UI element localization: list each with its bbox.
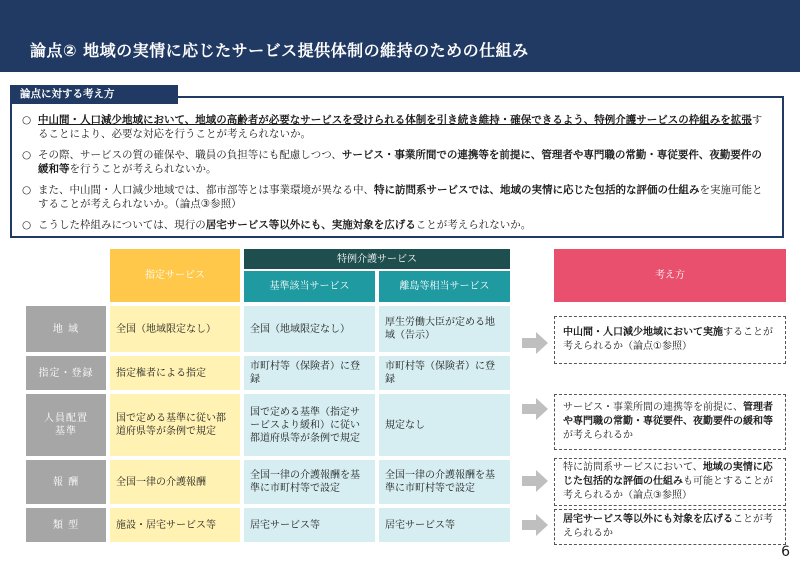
page-header — [0, 0, 800, 72]
cell-standard: 居宅サービス等 — [244, 508, 375, 542]
cell-designated: 施設・居宅サービス等 — [110, 508, 240, 542]
cell-remote: 全国一律の介護報酬を基準に市町村等で設定 — [379, 460, 510, 504]
idea-box: サービス・事業所間の連携等を前提に、管理者や専門職の常勤・専従要件、夜勤要件の緩和等が考えられるか — [554, 394, 786, 450]
row-header-type: 類 型 — [26, 508, 106, 542]
section-tag: 論点に対する考え方 — [10, 85, 178, 104]
cell-remote: 居宅サービス等 — [379, 508, 510, 542]
thought-item: ○ また、中山間・人口減少地域では、都市部等とは事業環境が異なる中、特に訪問系サービスでは、地域の実情に応じた包括的な評価の仕組みを実施可能とすることが考えられないか。（論点③参照） — [22, 184, 763, 210]
idea-box: 中山間・人口減少地域において実施することが考えられるか（論点①参照） — [554, 316, 786, 364]
cell-standard: 市町村等（保険者）に登録 — [244, 356, 375, 390]
thought-item: ○ こうした枠組みについては、現行の居宅サービス等以外にも、実施対象を広げることが考えられないか。 — [22, 219, 532, 231]
cell-remote: 市町村等（保険者）に登録 — [379, 356, 510, 390]
cell-remote: 厚生労働大臣が定める地域（告示） — [379, 306, 510, 352]
col-header-remote: 離島等相当サービス — [379, 271, 510, 302]
arrow-right-icon — [522, 398, 548, 420]
cell-remote: 規定なし — [379, 394, 510, 456]
arrow-right-icon — [522, 514, 548, 536]
row-header-staffing: 人員配置 基準 — [26, 394, 106, 456]
idea-box: 居宅サービス等以外にも対象を広げることが考えられるか — [554, 509, 786, 545]
cell-designated: 全国（地域限定なし） — [110, 306, 240, 352]
row-header-region: 地 域 — [26, 306, 106, 352]
col-header-idea: 考え方 — [554, 249, 786, 302]
cell-standard: 全国一律の介護報酬を基準に市町村等で設定 — [244, 460, 375, 504]
arrow-right-icon — [522, 332, 548, 354]
thought-item: ○ その際、サービスの質の確保や、職員の負担等にも配慮しつつ、サービス・事業所間での連携等を前提に、管理者や専門職の常勤・専従要件、夜勤要件の緩和等を行うことが考えられないか。 — [22, 149, 762, 175]
row-header-fee: 報 酬 — [26, 460, 106, 504]
cell-designated: 国で定める基準に従い都道府県等が条例で規定 — [110, 394, 240, 456]
cell-standard: 国で定める基準（指定サービスより緩和）に従い都道府県等が条例で規定 — [244, 394, 375, 456]
cell-designated: 全国一律の介護報酬 — [110, 460, 240, 504]
row-header-registration: 指定・登録 — [26, 356, 106, 390]
col-header-designated: 指定サービス — [110, 249, 240, 302]
idea-box: 特に訪問系サービスにおいて、地域の実情に応じた包括的な評価の仕組みも可能とすることが考えられるか（論点③参照） — [554, 458, 786, 506]
cell-standard: 全国（地域限定なし） — [244, 306, 375, 352]
cell-designated: 指定権者による指定 — [110, 356, 240, 390]
arrow-right-icon — [522, 470, 548, 492]
col-header-standard: 基準該当サービス — [244, 271, 375, 302]
col-header-special: 特例介護サービス — [244, 249, 510, 269]
page-title: 論点② 地域の実情に応じたサービス提供体制の維持のための仕組み — [30, 41, 529, 60]
page-number: 6 — [781, 544, 790, 560]
thought-item: ○ 中山間・人口減少地域において、地域の高齢者が必要なサービスを受けられる体制を引き続き維持・確保できるよう、特例介護サービスの枠組みを拡張することにより、必要な対応を行うことが考えられないか。 — [22, 114, 763, 140]
